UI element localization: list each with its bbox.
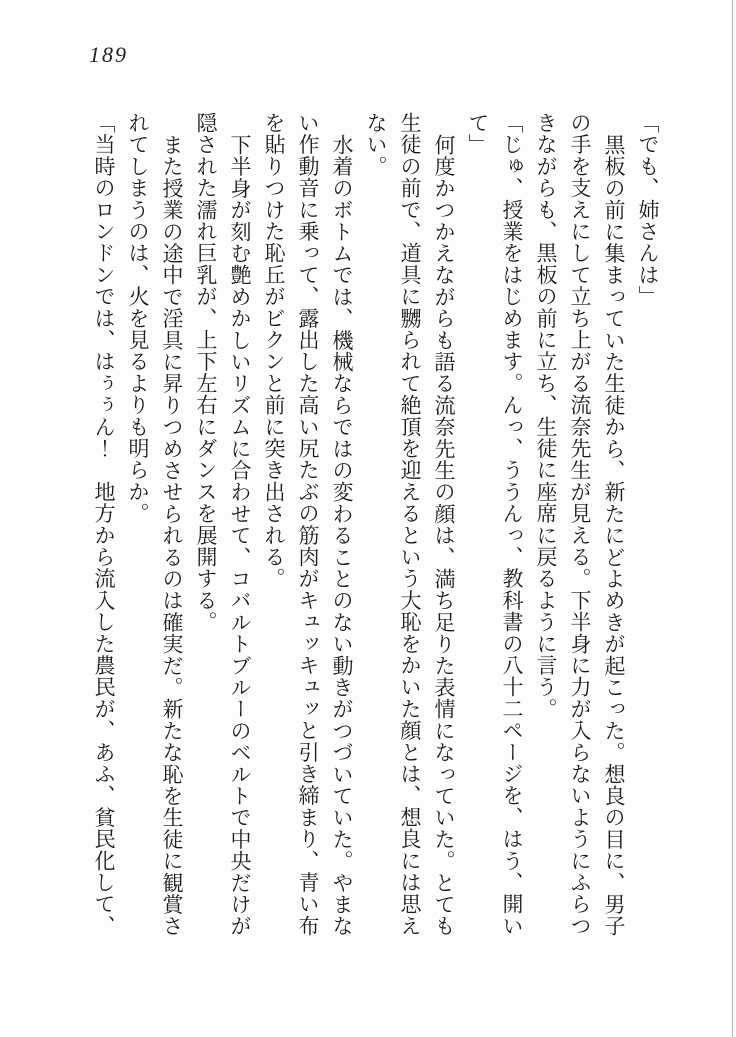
text-column: 「でも、姉さんは」 [636, 112, 660, 308]
text-column: ない。 [364, 112, 388, 178]
text-column: 「当時のロンドンでは、はぅぅん！ 地方から流入した農民が、あふ、貧民化して、 [92, 112, 116, 937]
text-column: い作動音に乗って、露出した高い尻たぶの筋肉がキュッキュッと引き締まり、青い布 [296, 112, 320, 937]
text-column: を貼りつけた恥丘がビクンと前に突き出される。 [262, 112, 286, 590]
text-column: 黒板の前に集まっていた生徒から、新たにどよめきが起こった。想良の目に、男子 [602, 133, 626, 937]
text-column: 何度かつかえながらも語る流奈先生の顔は、満ち足りた表情になっていた。とても [432, 133, 456, 937]
vertical-text-block [86, 112, 665, 940]
text-column: 水着のボトムでは、機械ならではの変わることのない動きがつづいていた。やまな [330, 133, 354, 937]
scan-edge-line [732, 0, 733, 1037]
text-column: て」 [466, 112, 490, 156]
text-column: の手を支えにして立ち上がる流奈先生が見える。下半身に力が入らないようにふらつ [568, 112, 592, 937]
text-column: れてしまうのは、火を見るよりも明らか。 [126, 112, 150, 525]
text-column: 「じゅ、授業をはじめます。んっ、ううんっ、教科書の八十二ページを、はう、開い [500, 112, 524, 937]
text-column: 生徒の前で、道具に嬲られて絶頂を迎えるという大恥をかいた顔とは、想良には思え [398, 112, 422, 937]
text-column: 隠された濡れ巨乳が、上下左右にダンスを展開する。 [194, 112, 218, 633]
text-column: 下半身が刻む艶めかしいリズムに合わせて、コバルトブルーのベルトで中央だけが [228, 133, 252, 937]
text-column: きながらも、黒板の前に立ち、生徒に座席に戻るように言う。 [534, 112, 558, 720]
text-column: また授業の途中で淫具に昇りつめさせられるのは確実だ。新たな恥を生徒に観賞さ [160, 133, 184, 937]
page-number: 189 [89, 42, 128, 67]
